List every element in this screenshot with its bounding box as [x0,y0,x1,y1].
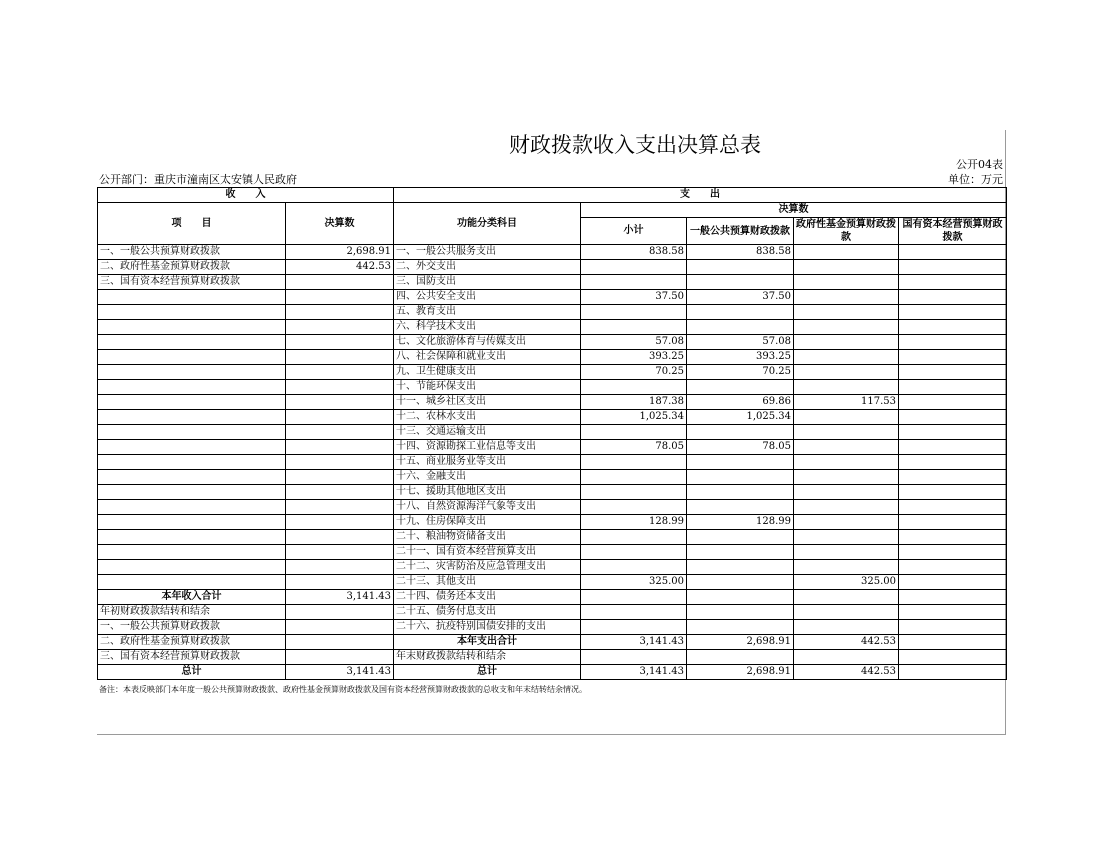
fund-budget-cell [794,485,899,500]
income-header: 收 入 [98,188,394,203]
income-item-cell [98,350,286,365]
function-header: 功能分类科目 [394,203,581,245]
state-capital-cell [899,260,1007,275]
state-capital-cell [899,485,1007,500]
general-budget-cell [687,455,794,470]
table-row [98,620,1007,635]
table-row [98,590,1007,605]
expense-header: 支 出 [394,188,1007,203]
income-item-cell: 二、政府性基金预算财政拨款 [98,635,286,650]
fund-budget-cell [794,245,899,260]
fund-budget-cell [794,320,899,335]
subtotal-cell [581,305,687,320]
fund-budget-header: 政府性基金预算财政拨款 [794,218,899,245]
general-budget-cell: 70.25 [687,365,794,380]
state-capital-cell [899,590,1007,605]
income-item-cell [98,500,286,515]
income-amount-cell [286,485,394,500]
income-item-cell [98,545,286,560]
income-item-cell: 年初财政拨款结转和结余 [98,605,286,620]
expense-item-cell: 二十三、其他支出 [394,575,581,590]
income-item-cell [98,485,286,500]
subtotal-cell [581,650,687,665]
table-row [98,605,1007,620]
state-capital-cell [899,560,1007,575]
income-item-cell [98,305,286,320]
income-item-cell: 一、一般公共预算财政拨款 [98,620,286,635]
fund-budget-cell [794,440,899,455]
subtotal-cell: 70.25 [581,365,687,380]
income-amount-cell [286,575,394,590]
subtotal-cell [581,590,687,605]
state-capital-cell [899,515,1007,530]
income-amount-cell [286,410,394,425]
fund-budget-cell: 325.00 [794,575,899,590]
expense-item-cell: 六、科学技术支出 [394,320,581,335]
fund-budget-cell: 117.53 [794,395,899,410]
expense-item-cell: 十九、住房保障支出 [394,515,581,530]
fund-budget-cell [794,530,899,545]
table-row [98,560,1007,575]
subtotal-cell [581,605,687,620]
table-row [98,575,1007,590]
expense-item-cell: 二十一、国有资本经营预算支出 [394,545,581,560]
general-budget-cell [687,320,794,335]
income-amount-cell: 442.53 [286,260,394,275]
income-amount-cell [286,305,394,320]
general-budget-cell [687,545,794,560]
subtotal-cell: 128.99 [581,515,687,530]
table-row [98,485,1007,500]
subtotal-cell: 3,141.43 [581,635,687,650]
income-amount-cell: 3,141.43 [286,590,394,605]
subtotal-cell [581,620,687,635]
state-capital-cell [899,440,1007,455]
subtotal-cell [581,545,687,560]
item-header: 项 目 [98,203,286,245]
state-capital-cell [899,650,1007,665]
expense-item-cell: 总计 [394,665,581,680]
expense-item-cell: 十四、资源勘探工业信息等支出 [394,440,581,455]
income-amount-cell [286,500,394,515]
table-row [98,350,1007,365]
income-amount-cell [286,530,394,545]
subtotal-cell: 78.05 [581,440,687,455]
fund-budget-cell [794,620,899,635]
state-capital-cell [899,425,1007,440]
expense-item-cell: 本年支出合计 [394,635,581,650]
income-item-cell: 本年收入合计 [98,590,286,605]
table-row [98,455,1007,470]
income-item-cell: 三、国有资本经营预算财政拨款 [98,650,286,665]
income-amount-cell [286,275,394,290]
general-budget-cell [687,620,794,635]
state-capital-cell [899,470,1007,485]
subtotal-cell: 187.38 [581,395,687,410]
general-budget-cell: 2,698.91 [687,665,794,680]
general-budget-cell: 57.08 [687,335,794,350]
state-capital-cell [899,530,1007,545]
expense-item-cell: 二十五、债务付息支出 [394,605,581,620]
fund-budget-cell [794,380,899,395]
income-amount-cell [286,515,394,530]
income-amount-cell [286,440,394,455]
fund-budget-cell [794,335,899,350]
general-budget-cell: 393.25 [687,350,794,365]
general-budget-cell [687,425,794,440]
table-row [98,470,1007,485]
expense-item-cell: 九、卫生健康支出 [394,365,581,380]
general-budget-cell [687,305,794,320]
fund-budget-cell: 442.53 [794,635,899,650]
general-budget-cell: 128.99 [687,515,794,530]
state-capital-cell [899,350,1007,365]
fund-budget-cell [794,290,899,305]
state-capital-cell [899,245,1007,260]
state-capital-cell [899,635,1007,650]
subtotal-cell [581,455,687,470]
expense-item-cell: 十一、城乡社区支出 [394,395,581,410]
state-capital-cell [899,575,1007,590]
table-row [98,545,1007,560]
general-budget-header: 一般公共预算财政拨款 [687,218,794,245]
income-amount-cell [286,545,394,560]
income-amount-cell [286,560,394,575]
income-amount-cell [286,290,394,305]
table-row [98,500,1007,515]
expense-item-cell: 二十四、债务还本支出 [394,590,581,605]
expense-item-cell: 十二、农林水支出 [394,410,581,425]
income-item-cell [98,335,286,350]
expense-item-cell: 十三、交通运输支出 [394,425,581,440]
income-amount-cell [286,350,394,365]
subtotal-cell: 393.25 [581,350,687,365]
state-capital-cell [899,395,1007,410]
income-amount-cell [286,605,394,620]
general-budget-cell [687,260,794,275]
table-row [98,440,1007,455]
income-item-cell [98,410,286,425]
subtotal-cell: 325.00 [581,575,687,590]
sheet-border-bottom [97,734,1006,735]
income-amount-cell [286,650,394,665]
final-header: 决算数 [581,203,1007,218]
subtotal-cell [581,260,687,275]
state-capital-cell [899,620,1007,635]
table-row [98,380,1007,395]
state-capital-cell [899,365,1007,380]
income-item-cell [98,380,286,395]
expense-item-cell: 二十、粮油物资储备支出 [394,530,581,545]
subtotal-cell: 37.50 [581,290,687,305]
table-row [98,275,1007,290]
fund-budget-cell [794,305,899,320]
general-budget-cell [687,470,794,485]
fund-budget-cell [794,425,899,440]
income-amount-cell [286,380,394,395]
fund-budget-cell [794,590,899,605]
general-budget-cell [687,650,794,665]
expense-item-cell: 十、节能环保支出 [394,380,581,395]
general-budget-cell: 838.58 [687,245,794,260]
fund-budget-cell [794,365,899,380]
fund-budget-cell [794,560,899,575]
income-item-cell [98,290,286,305]
table-row [98,245,1007,260]
state-capital-cell [899,545,1007,560]
state-capital-cell [899,320,1007,335]
subtotal-cell [581,425,687,440]
expense-item-cell: 年末财政拨款结转和结余 [394,650,581,665]
subtotal-cell: 3,141.43 [581,665,687,680]
income-amount-cell [286,425,394,440]
income-item-cell [98,440,286,455]
fund-budget-cell [794,515,899,530]
income-item-cell [98,515,286,530]
general-budget-cell: 78.05 [687,440,794,455]
income-amount-cell: 2,698.91 [286,245,394,260]
income-amount-cell [286,395,394,410]
subtotal-cell [581,275,687,290]
expense-item-cell: 二、外交支出 [394,260,581,275]
general-budget-cell [687,575,794,590]
general-budget-cell [687,530,794,545]
table-row [98,425,1007,440]
fund-budget-cell [794,500,899,515]
income-item-cell [98,470,286,485]
table-row [98,530,1007,545]
state-capital-cell [899,500,1007,515]
general-budget-cell: 2,698.91 [687,635,794,650]
subtotal-cell [581,530,687,545]
table-row [98,365,1007,380]
general-budget-cell [687,500,794,515]
income-amount-cell [286,635,394,650]
fund-budget-cell [794,605,899,620]
amount-header: 决算数 [286,203,394,245]
fund-budget-cell: 442.53 [794,665,899,680]
unit-label: 单位：万元 [948,173,1003,186]
page-title: 财政拨款收入支出决算总表 [509,133,761,157]
table-row [98,410,1007,425]
expense-item-cell: 十七、援助其他地区支出 [394,485,581,500]
income-item-cell [98,365,286,380]
footnote: 备注：本表反映部门本年度一般公共预算财政拨款、政府性基金预算财政拨款及国有资本经营预算财政拨款的总收支和年末结转结余情况。 [99,685,587,694]
income-item-cell [98,455,286,470]
income-item-cell [98,425,286,440]
expense-item-cell: 七、文化旅游体育与传媒支出 [394,335,581,350]
income-amount-cell [286,620,394,635]
expense-item-cell: 五、教育支出 [394,305,581,320]
income-amount-cell [286,335,394,350]
income-item-cell [98,575,286,590]
state-capital-cell [899,665,1007,680]
general-budget-cell: 69.86 [687,395,794,410]
fund-budget-cell [794,650,899,665]
general-budget-cell [687,485,794,500]
state-capital-cell [899,335,1007,350]
state-capital-cell [899,305,1007,320]
income-item-cell [98,530,286,545]
income-amount-cell [286,365,394,380]
state-capital-cell [899,275,1007,290]
subtotal-cell [581,560,687,575]
general-budget-cell [687,380,794,395]
income-amount-cell [286,455,394,470]
form-code: 公开04表 [956,158,1003,171]
subtotal-header: 小计 [581,218,687,245]
income-amount-cell: 3,141.43 [286,665,394,680]
subtotal-cell [581,470,687,485]
subtotal-cell [581,500,687,515]
general-budget-cell [687,605,794,620]
state-capital-cell [899,455,1007,470]
income-amount-cell [286,320,394,335]
table-row [98,320,1007,335]
table-row [98,290,1007,305]
expense-item-cell: 十八、自然资源海洋气象等支出 [394,500,581,515]
expense-item-cell: 一、一般公共服务支出 [394,245,581,260]
income-item-cell: 二、政府性基金预算财政拨款 [98,260,286,275]
subtotal-cell: 57.08 [581,335,687,350]
table-row [98,305,1007,320]
general-budget-cell [687,590,794,605]
expense-item-cell: 四、公共安全支出 [394,290,581,305]
table-row [98,395,1007,410]
fund-budget-cell [794,470,899,485]
state-capital-cell [899,380,1007,395]
subtotal-cell [581,320,687,335]
income-item-cell [98,320,286,335]
fund-budget-cell [794,260,899,275]
fund-budget-cell [794,545,899,560]
table-row [98,665,1007,680]
fund-budget-cell [794,410,899,425]
fund-budget-cell [794,350,899,365]
fund-budget-cell [794,455,899,470]
income-item-cell: 一、一般公共预算财政拨款 [98,245,286,260]
expense-item-cell: 二十六、抗疫特别国债安排的支出 [394,620,581,635]
table-row [98,515,1007,530]
subtotal-cell [581,380,687,395]
general-budget-cell [687,560,794,575]
general-budget-cell: 1,025.34 [687,410,794,425]
table-row [98,650,1007,665]
income-amount-cell [286,470,394,485]
state-capital-cell [899,410,1007,425]
fund-budget-cell [794,275,899,290]
state-capital-header: 国有资本经营预算财政拨款 [899,218,1007,245]
income-item-cell [98,560,286,575]
table-row [98,335,1007,350]
income-item-cell: 三、国有资本经营预算财政拨款 [98,275,286,290]
table-row [98,260,1007,275]
subtotal-cell: 838.58 [581,245,687,260]
expense-item-cell: 八、社会保障和就业支出 [394,350,581,365]
subtotal-cell: 1,025.34 [581,410,687,425]
general-budget-cell [687,275,794,290]
expense-item-cell: 十六、金融支出 [394,470,581,485]
state-capital-cell [899,290,1007,305]
general-budget-cell: 37.50 [687,290,794,305]
expense-item-cell: 二十二、灾害防治及应急管理支出 [394,560,581,575]
income-item-cell: 总计 [98,665,286,680]
budget-table [97,187,1007,680]
expense-item-cell: 三、国防支出 [394,275,581,290]
expense-item-cell: 十五、商业服务业等支出 [394,455,581,470]
income-item-cell [98,395,286,410]
table-row [98,635,1007,650]
state-capital-cell [899,605,1007,620]
department-label: 公开部门：重庆市潼南区太安镇人民政府 [99,173,297,186]
subtotal-cell [581,485,687,500]
